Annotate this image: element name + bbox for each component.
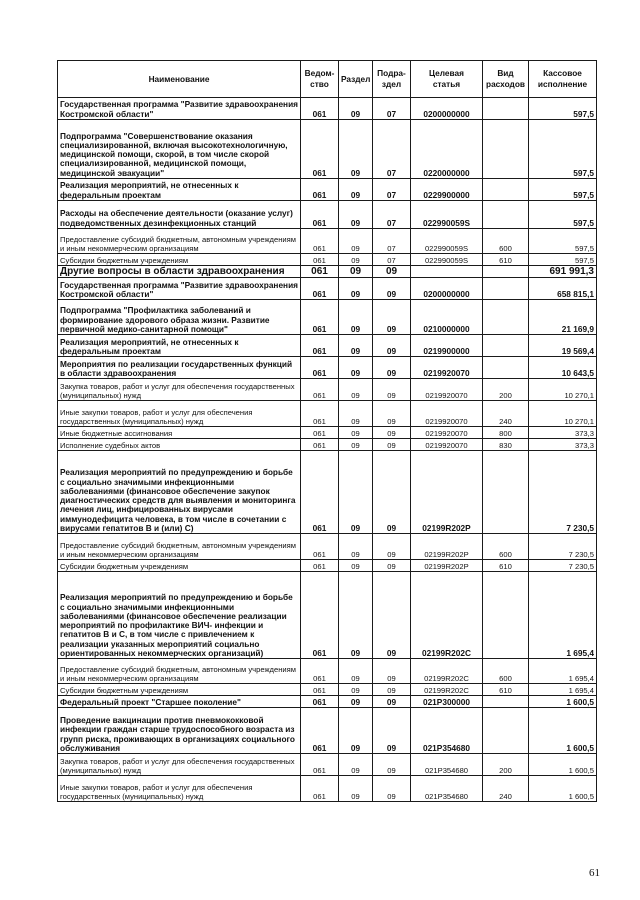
cell-name: Предоставление субсидий бюджетным, автономным учреждениям и иным некоммерческим организациям xyxy=(58,229,301,254)
cell-target: 0210000000 xyxy=(411,300,483,335)
cell-target: 021P354680 xyxy=(411,754,483,776)
cell-vid xyxy=(483,451,529,534)
cell-amount: 373,3 xyxy=(529,427,597,439)
cell-podrazdel: 09 xyxy=(373,357,411,379)
table-row xyxy=(58,335,597,357)
cell-target: 02199R202C xyxy=(411,684,483,696)
cell-target: 022990059S xyxy=(411,229,483,254)
cell-ved: 061 xyxy=(301,201,339,229)
cell-podrazdel: 09 xyxy=(373,684,411,696)
cell-amount: 1 600,5 xyxy=(529,696,597,708)
cell-podrazdel: 09 xyxy=(373,776,411,802)
cell-podrazdel: 09 xyxy=(373,572,411,659)
header-vid: Вид расходов xyxy=(483,61,529,98)
cell-ved: 061 xyxy=(301,401,339,427)
table-row xyxy=(58,201,597,229)
cell-target: 0200000000 xyxy=(411,98,483,120)
cell-ved: 061 xyxy=(301,572,339,659)
cell-razdel: 09 xyxy=(339,754,373,776)
cell-vid xyxy=(483,300,529,335)
cell-vid xyxy=(483,201,529,229)
cell-amount: 597,5 xyxy=(529,201,597,229)
cell-amount: 10 270,1 xyxy=(529,401,597,427)
cell-name: Государственная программа "Развитие здравоохранения Костромской области" xyxy=(58,98,301,120)
cell-target: 02199R202C xyxy=(411,572,483,659)
cell-podrazdel: 09 xyxy=(373,560,411,572)
cell-ved: 061 xyxy=(301,439,339,451)
table-row xyxy=(58,120,597,179)
cell-vid xyxy=(483,98,529,120)
cell-ved: 061 xyxy=(301,696,339,708)
cell-name: Иные закупки товаров, работ и услуг для обеспечения государственных (муниципальных) нужд xyxy=(58,776,301,802)
cell-name: Другие вопросы в области здравоохранения xyxy=(58,266,301,278)
cell-amount: 597,5 xyxy=(529,120,597,179)
table-row xyxy=(58,754,597,776)
cell-ved: 061 xyxy=(301,335,339,357)
cell-podrazdel: 09 xyxy=(373,266,411,278)
table-row xyxy=(58,560,597,572)
cell-ved: 061 xyxy=(301,179,339,201)
cell-ved: 061 xyxy=(301,684,339,696)
cell-target: 0200000000 xyxy=(411,278,483,300)
table-header-row xyxy=(58,61,597,98)
cell-ved: 061 xyxy=(301,120,339,179)
cell-vid: 600 xyxy=(483,534,529,560)
cell-amount: 1 695,4 xyxy=(529,659,597,684)
cell-razdel: 09 xyxy=(339,776,373,802)
cell-podrazdel: 09 xyxy=(373,451,411,534)
cell-vid: 240 xyxy=(483,776,529,802)
cell-razdel: 09 xyxy=(339,254,373,266)
cell-amount: 373,3 xyxy=(529,439,597,451)
cell-amount: 21 169,9 xyxy=(529,300,597,335)
cell-vid: 600 xyxy=(483,659,529,684)
table-row xyxy=(58,229,597,254)
table-row xyxy=(58,696,597,708)
header-name: Наименование xyxy=(58,61,301,98)
cell-name: Субсидии бюджетным учреждениям xyxy=(58,560,301,572)
cell-ved: 061 xyxy=(301,659,339,684)
cell-razdel: 09 xyxy=(339,684,373,696)
cell-vid: 610 xyxy=(483,560,529,572)
cell-name: Предоставление субсидий бюджетным, автономным учреждениям и иным некоммерческим организациям xyxy=(58,534,301,560)
cell-razdel: 09 xyxy=(339,560,373,572)
table-row xyxy=(58,379,597,401)
table-row xyxy=(58,684,597,696)
cell-target: 0219900000 xyxy=(411,335,483,357)
cell-name: Проведение вакцинации против пневмококковой инфекции граждан старше трудоспособного возраста из групп риска, проживающих в организациях социального обслуживания xyxy=(58,708,301,754)
page-number: 61 xyxy=(589,867,600,879)
cell-razdel: 09 xyxy=(339,357,373,379)
cell-razdel: 09 xyxy=(339,179,373,201)
cell-target xyxy=(411,266,483,278)
cell-name: Подпрограмма "Профилактика заболеваний и формирование здорового образа жизни. Развитие первичной медико-санитарной помощи" xyxy=(58,300,301,335)
table-row xyxy=(58,572,597,659)
cell-name: Федеральный проект "Старшее поколение" xyxy=(58,696,301,708)
cell-razdel: 09 xyxy=(339,534,373,560)
cell-razdel: 09 xyxy=(339,572,373,659)
cell-amount: 1 600,5 xyxy=(529,754,597,776)
cell-name: Реализация мероприятий, не отнесенных к федеральным проектам xyxy=(58,335,301,357)
cell-podrazdel: 07 xyxy=(373,98,411,120)
cell-vid xyxy=(483,357,529,379)
cell-podrazdel: 09 xyxy=(373,335,411,357)
cell-razdel: 09 xyxy=(339,266,373,278)
cell-vid: 610 xyxy=(483,254,529,266)
cell-target: 022990059S xyxy=(411,201,483,229)
cell-name: Реализация мероприятий, не отнесенных к федеральным проектам xyxy=(58,179,301,201)
cell-ved: 061 xyxy=(301,754,339,776)
table-row xyxy=(58,534,597,560)
cell-name: Реализация мероприятий по предупреждению и борьбе с социально значимыми инфекционными заболеваниями (финансовое обеспечение реализации мероприятий по профилактике ВИЧ- инфекции и гепатитов В и С, в том числе с привлечением к реализации указанных мероприятий социально ориентированных некоммерческих организаций) xyxy=(58,572,301,659)
cell-razdel: 09 xyxy=(339,278,373,300)
table-row xyxy=(58,659,597,684)
cell-podrazdel: 07 xyxy=(373,120,411,179)
cell-podrazdel: 09 xyxy=(373,659,411,684)
cell-name: Предоставление субсидий бюджетным, автономным учреждениям и иным некоммерческим организациям xyxy=(58,659,301,684)
cell-name: Иные закупки товаров, работ и услуг для обеспечения государственных (муниципальных) нужд xyxy=(58,401,301,427)
cell-podrazdel: 09 xyxy=(373,427,411,439)
cell-target: 02199R202P xyxy=(411,560,483,572)
cell-podrazdel: 09 xyxy=(373,534,411,560)
cell-ved: 061 xyxy=(301,98,339,120)
cell-amount: 1 600,5 xyxy=(529,708,597,754)
cell-amount: 10 270,1 xyxy=(529,379,597,401)
cell-name: Реализация мероприятий по предупреждению и борьбе с социально значимыми инфекционными заболеваниями (финансовое обеспечение закупок диагностических средств для выявления и мониторинга лечения лиц, инфицированных вирусами иммунодефицита человека, в том числе в сочетании с вирусами гепатитов В и (или) С) xyxy=(58,451,301,534)
cell-podrazdel: 09 xyxy=(373,754,411,776)
cell-vid: 200 xyxy=(483,754,529,776)
cell-ved: 061 xyxy=(301,266,339,278)
cell-vid xyxy=(483,572,529,659)
cell-target: 0219920070 xyxy=(411,427,483,439)
cell-vid xyxy=(483,708,529,754)
cell-target: 0219920070 xyxy=(411,357,483,379)
cell-amount: 1 695,4 xyxy=(529,572,597,659)
cell-amount: 1 695,4 xyxy=(529,684,597,696)
cell-ved: 061 xyxy=(301,451,339,534)
table-row xyxy=(58,98,597,120)
cell-podrazdel: 09 xyxy=(373,696,411,708)
cell-target: 021P300000 xyxy=(411,696,483,708)
cell-vid: 830 xyxy=(483,439,529,451)
cell-vid xyxy=(483,335,529,357)
cell-ved: 061 xyxy=(301,357,339,379)
cell-vid xyxy=(483,120,529,179)
cell-name: Субсидии бюджетным учреждениям xyxy=(58,684,301,696)
cell-razdel: 09 xyxy=(339,427,373,439)
cell-amount: 691 991,3 xyxy=(529,266,597,278)
cell-razdel: 09 xyxy=(339,451,373,534)
cell-razdel: 09 xyxy=(339,120,373,179)
cell-amount: 19 569,4 xyxy=(529,335,597,357)
cell-vid: 240 xyxy=(483,401,529,427)
cell-amount: 658 815,1 xyxy=(529,278,597,300)
table-row xyxy=(58,266,597,278)
cell-name: Иные бюджетные ассигнования xyxy=(58,427,301,439)
cell-amount: 597,5 xyxy=(529,254,597,266)
header-podrazdel: Подра- здел xyxy=(373,61,411,98)
cell-razdel: 09 xyxy=(339,401,373,427)
cell-razdel: 09 xyxy=(339,98,373,120)
cell-razdel: 09 xyxy=(339,300,373,335)
cell-target: 0219920070 xyxy=(411,439,483,451)
table-row xyxy=(58,300,597,335)
cell-podrazdel: 09 xyxy=(373,278,411,300)
table-row xyxy=(58,708,597,754)
cell-vid: 600 xyxy=(483,229,529,254)
header-razdel: Раздел xyxy=(339,61,373,98)
cell-vid xyxy=(483,696,529,708)
table-row xyxy=(58,278,597,300)
table-row xyxy=(58,254,597,266)
cell-name: Закупка товаров, работ и услуг для обеспечения государственных (муниципальных) нужд xyxy=(58,379,301,401)
cell-amount: 1 600,5 xyxy=(529,776,597,802)
cell-target: 0220000000 xyxy=(411,120,483,179)
cell-podrazdel: 07 xyxy=(373,229,411,254)
budget-table xyxy=(57,60,597,802)
table-row xyxy=(58,439,597,451)
header-target: Целевая статья xyxy=(411,61,483,98)
cell-amount: 7 230,5 xyxy=(529,534,597,560)
cell-vid xyxy=(483,278,529,300)
cell-razdel: 09 xyxy=(339,229,373,254)
table-row xyxy=(58,427,597,439)
cell-name: Расходы на обеспечение деятельности (оказание услуг) подведомственных дезинфекционных станций xyxy=(58,201,301,229)
table-row xyxy=(58,357,597,379)
table-row xyxy=(58,401,597,427)
table-body xyxy=(58,98,597,802)
cell-ved: 061 xyxy=(301,379,339,401)
cell-amount: 597,5 xyxy=(529,179,597,201)
cell-ved: 061 xyxy=(301,300,339,335)
cell-target: 022990059S xyxy=(411,254,483,266)
cell-ved: 061 xyxy=(301,278,339,300)
header-amount: Кассовое исполнение xyxy=(529,61,597,98)
table-row xyxy=(58,451,597,534)
cell-target: 02199R202P xyxy=(411,534,483,560)
cell-ved: 061 xyxy=(301,560,339,572)
cell-ved: 061 xyxy=(301,427,339,439)
cell-target: 0219920070 xyxy=(411,379,483,401)
cell-vid: 200 xyxy=(483,379,529,401)
cell-podrazdel: 09 xyxy=(373,401,411,427)
table-row xyxy=(58,179,597,201)
cell-ved: 061 xyxy=(301,776,339,802)
cell-amount: 597,5 xyxy=(529,229,597,254)
cell-vid: 800 xyxy=(483,427,529,439)
cell-name: Исполнение судебных актов xyxy=(58,439,301,451)
cell-podrazdel: 09 xyxy=(373,708,411,754)
cell-razdel: 09 xyxy=(339,696,373,708)
cell-razdel: 09 xyxy=(339,201,373,229)
cell-target: 0229900000 xyxy=(411,179,483,201)
cell-amount: 597,5 xyxy=(529,98,597,120)
cell-vid xyxy=(483,266,529,278)
cell-target: 0219920070 xyxy=(411,401,483,427)
cell-amount: 7 230,5 xyxy=(529,560,597,572)
cell-razdel: 09 xyxy=(339,439,373,451)
cell-name: Закупка товаров, работ и услуг для обеспечения государственных (муниципальных) нужд xyxy=(58,754,301,776)
cell-vid: 610 xyxy=(483,684,529,696)
cell-podrazdel: 07 xyxy=(373,254,411,266)
cell-name: Государственная программа "Развитие здравоохранения Костромской области" xyxy=(58,278,301,300)
cell-target: 021P354680 xyxy=(411,776,483,802)
cell-podrazdel: 07 xyxy=(373,201,411,229)
cell-name: Мероприятия по реализации государственных функций в области здравоохранения xyxy=(58,357,301,379)
cell-podrazdel: 09 xyxy=(373,300,411,335)
cell-target: 02199R202C xyxy=(411,659,483,684)
cell-podrazdel: 09 xyxy=(373,439,411,451)
cell-amount: 7 230,5 xyxy=(529,451,597,534)
header-ved: Ведом- ство xyxy=(301,61,339,98)
cell-razdel: 09 xyxy=(339,335,373,357)
cell-target: 021P354680 xyxy=(411,708,483,754)
cell-razdel: 09 xyxy=(339,659,373,684)
cell-ved: 061 xyxy=(301,708,339,754)
cell-name: Субсидии бюджетным учреждениям xyxy=(58,254,301,266)
cell-ved: 061 xyxy=(301,254,339,266)
cell-ved: 061 xyxy=(301,534,339,560)
cell-amount: 10 643,5 xyxy=(529,357,597,379)
cell-target: 02199R202P xyxy=(411,451,483,534)
cell-podrazdel: 09 xyxy=(373,379,411,401)
cell-razdel: 09 xyxy=(339,708,373,754)
cell-podrazdel: 07 xyxy=(373,179,411,201)
cell-vid xyxy=(483,179,529,201)
cell-ved: 061 xyxy=(301,229,339,254)
cell-razdel: 09 xyxy=(339,379,373,401)
table-row xyxy=(58,776,597,802)
cell-name: Подпрограмма "Совершенствование оказания специализированной, включая высокотехнологичную, медицинской помощи, скорой, в том числе скорой специализированной, медицинской помощи, медицинской эвакуации" xyxy=(58,120,301,179)
